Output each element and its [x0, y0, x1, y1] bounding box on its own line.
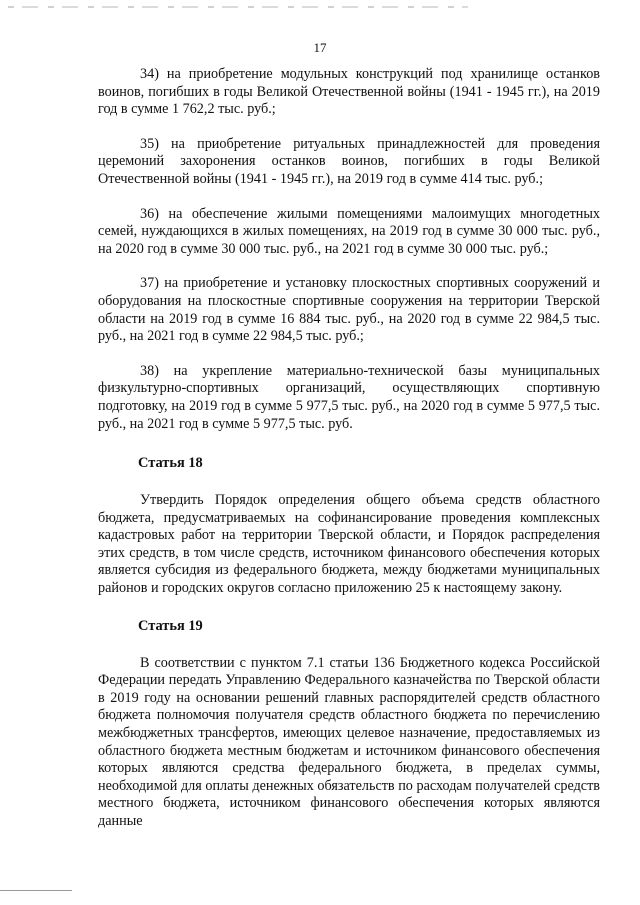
list-item-34: 34) на приобретение модульных конструкций под хранилище останков воинов, погибших в годы Великой Отечественной войны (1941 - 1945 гг.), на 2019 год в сумме 1 762,2 тыс. руб.; [98, 66, 600, 118]
scan-artifact-bottom [0, 890, 72, 891]
article-19-text: В соответствии с пунктом 7.1 статьи 136 Бюджетного кодекса Российской Федерации передать Управлению Федерального казначейства по Тверской области в 2019 году на основании решений главных распорядителей средств областного бюджета полномочия получателя средств областного бюджета по перечислению межбюджетных трансфертов, имеющих целевое назначение, предоставляемых из областного бюджета местным бюджетам и источником финансового обеспечения которых являются средства федерального бюджета, в пределах суммы, необходимой для оплаты денежных обязательств по расходам получателей средств местного бюджета, источником финансового обеспечения которых являются данные [98, 654, 600, 829]
article-19-heading: Статья 19 [138, 617, 203, 634]
list-item-38: 38) на укрепление материально-технической базы муниципальных физкультурно-спортивных организаций, осуществляющих спортивную подготовку, на 2019 год в сумме 5 977,5 тыс. руб., на 2020 год в сумме 5 977,5 тыс. руб., на 2021 год в сумме 5 977,5 тыс. руб. [98, 362, 600, 432]
article-18-text: Утвердить Порядок определения общего объема средств областного бюджета, предусматриваемых на софинансирование проведения комплексных кадастровых работ на территории Тверской области, и Порядок распределения этих средств, в том числе средств, источником финансового обеспечения которых является субсидия из федерального бюджета, между бюджетами муниципальных районов и городских округов согласно приложению 25 к настоящему закону. [98, 492, 600, 597]
document-body [98, 66, 600, 831]
list-item-37: 37) на приобретение и установку плоскостных спортивных сооружений и оборудования на плоскостные спортивные сооружения на территории Тверской области на 2019 год в сумме 16 884 тыс. руб., на 2020 год в сумме 22 984,5 тыс. руб., на 2021 год в сумме 22 984,5 тыс. руб.; [98, 275, 600, 345]
list-item-36: 36) на обеспечение жилыми помещениями малоимущих многодетных семей, нуждающихся в жилых помещениях, на 2019 год в сумме 30 000 тыс. руб., на 2020 год в сумме 30 000 тыс. руб., на 2021 год в сумме 30 000 тыс. руб.; [98, 205, 600, 257]
page-number: 17 [313, 40, 327, 55]
scan-artifact-top [8, 6, 468, 8]
list-item-35: 35) на приобретение ритуальных принадлежностей для проведения церемоний захоронения останков воинов, погибших в годы Великой Отечественной войны (1941 - 1945 гг.), на 2019 год в сумме 414 тыс. руб.; [98, 135, 600, 187]
article-18-heading: Статья 18 [138, 455, 203, 472]
